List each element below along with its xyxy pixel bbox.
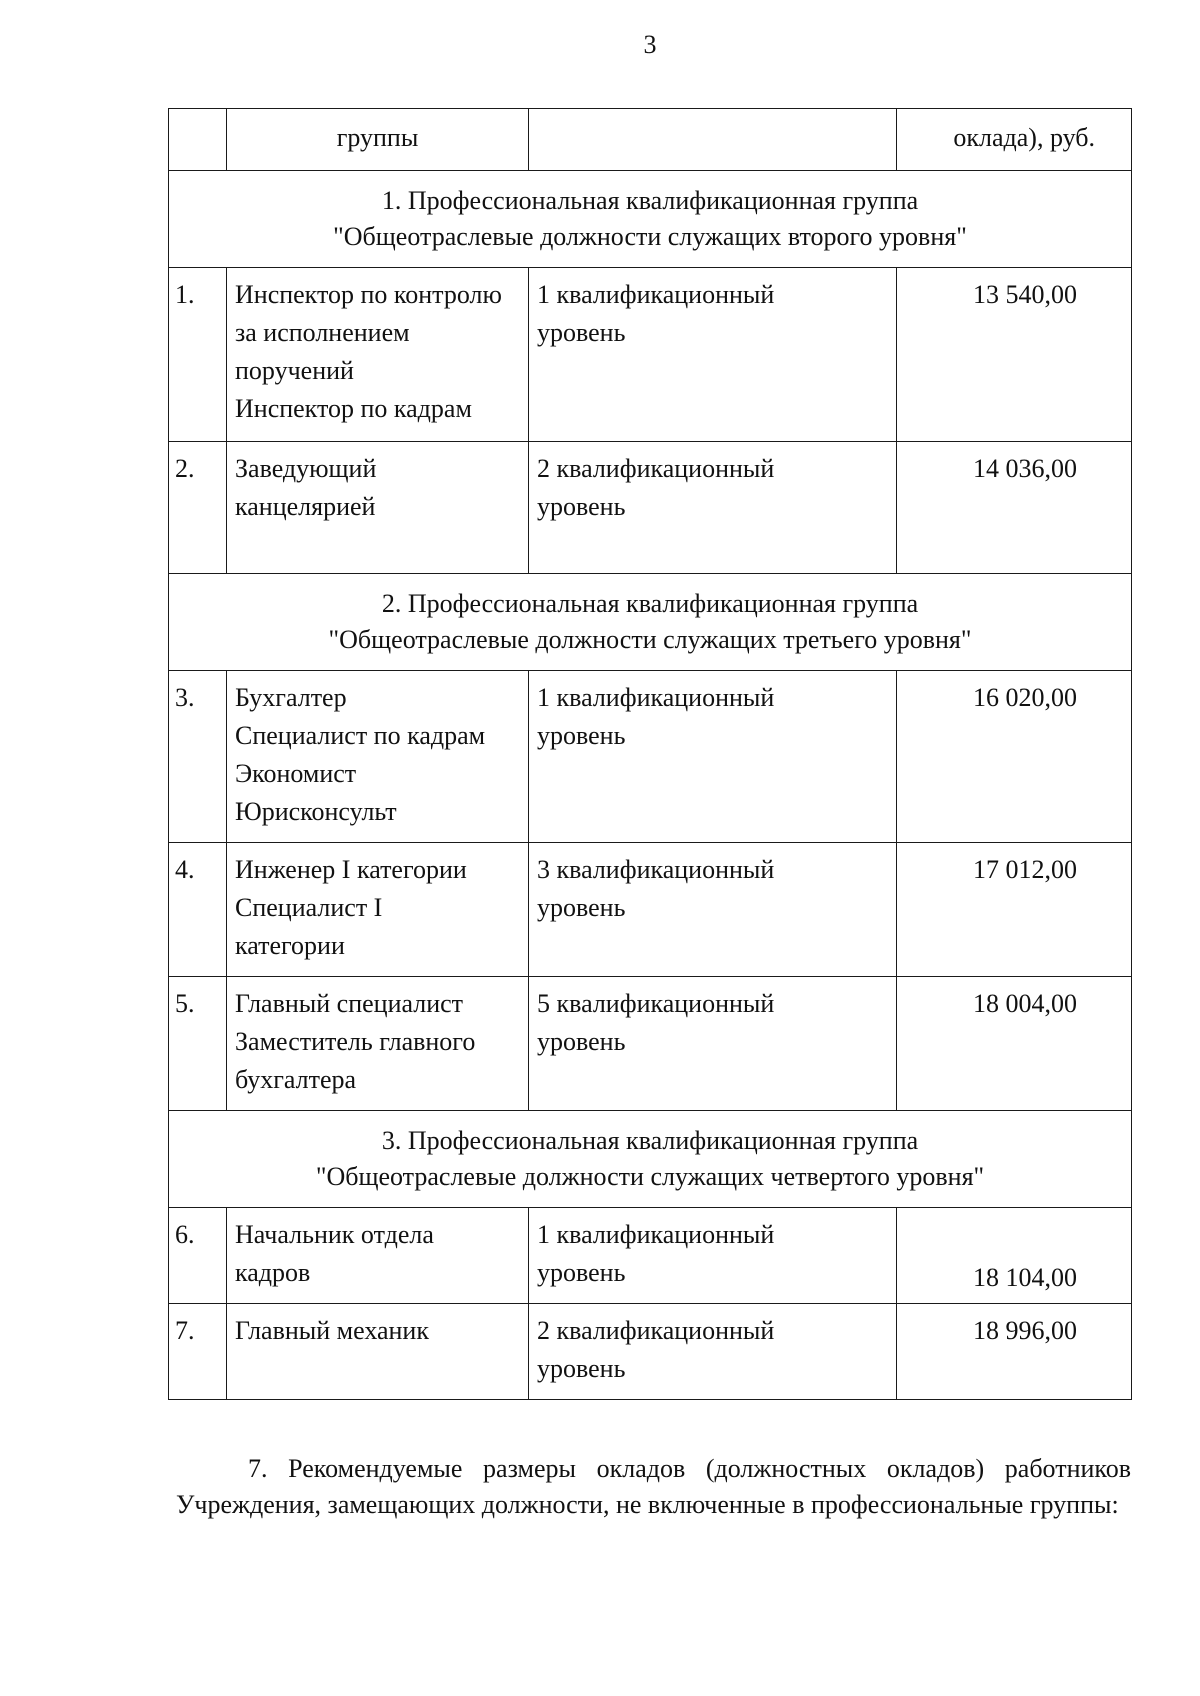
salary-table — [168, 108, 1132, 1400]
level-line: уровень — [537, 721, 626, 750]
position-line: кадров — [235, 1258, 311, 1287]
level-line: 2 квалификационный — [537, 1316, 775, 1345]
position-name — [227, 1208, 529, 1304]
qualification-level — [529, 442, 897, 574]
position-line: Экономист — [235, 759, 357, 788]
row-number: 1. — [169, 268, 227, 442]
row-number: 4. — [169, 843, 227, 977]
table-row — [169, 977, 1132, 1111]
position-line: Специалист по кадрам — [235, 721, 486, 750]
salary-amount: 17 012,00 — [897, 843, 1132, 977]
position-line: Начальник отдела — [235, 1220, 434, 1249]
group-title-line: 3. Профессиональная квалификационная группа — [381, 1126, 919, 1155]
position-line: канцелярией — [235, 492, 376, 521]
table-row — [169, 671, 1132, 843]
header-level-cell — [529, 109, 897, 171]
position-line: Главный механик — [235, 1316, 429, 1345]
salary-amount: 14 036,00 — [897, 442, 1132, 574]
group-title-row — [169, 1111, 1132, 1208]
page-number: 3 — [643, 30, 657, 59]
level-line: 1 квалификационный — [537, 683, 775, 712]
level-line: уровень — [537, 1354, 626, 1383]
level-line: 3 квалификационный — [537, 855, 775, 884]
group-title-row — [169, 574, 1132, 671]
position-line: Инспектор по контролю — [235, 280, 502, 309]
table-row — [169, 442, 1132, 574]
group-title — [169, 574, 1132, 671]
position-line: бухгалтера — [235, 1065, 357, 1094]
table-row — [169, 268, 1132, 442]
position-line: Специалист I — [235, 893, 383, 922]
level-line: 2 квалификационный — [537, 454, 775, 483]
level-line: уровень — [537, 893, 626, 922]
row-number: 6. — [169, 1208, 227, 1304]
position-name — [227, 442, 529, 574]
position-name — [227, 671, 529, 843]
position-line: Инспектор по кадрам — [235, 394, 472, 423]
group-title — [169, 1111, 1132, 1208]
level-line: уровень — [537, 1258, 626, 1287]
position-line: поручений — [235, 356, 354, 385]
row-number: 2. — [169, 442, 227, 574]
level-line: уровень — [537, 318, 626, 347]
table-row — [169, 843, 1132, 977]
group-title-row — [169, 171, 1132, 268]
salary-amount: 18 104,00 — [897, 1208, 1132, 1304]
position-line: Юрисконсульт — [235, 797, 397, 826]
level-line: уровень — [537, 492, 626, 521]
level-line: 1 квалификационный — [537, 280, 775, 309]
position-line: категории — [235, 931, 345, 960]
qualification-level — [529, 268, 897, 442]
level-line: 5 квалификационный — [537, 989, 775, 1018]
salary-amount: 18 996,00 — [897, 1304, 1132, 1400]
row-number: 5. — [169, 977, 227, 1111]
group-title-line: 2. Профессиональная квалификационная группа — [381, 589, 919, 618]
position-line: Бухгалтер — [235, 683, 347, 712]
row-number: 3. — [169, 671, 227, 843]
table-row — [169, 1208, 1132, 1304]
level-line: 1 квалификационный — [537, 1220, 775, 1249]
salary-amount: 18 004,00 — [897, 977, 1132, 1111]
group-title — [169, 171, 1132, 268]
row-number: 7. — [169, 1304, 227, 1400]
qualification-level — [529, 671, 897, 843]
salary-amount: 16 020,00 — [897, 671, 1132, 843]
position-line: Главный специалист — [235, 989, 464, 1018]
position-name — [227, 843, 529, 977]
position-line: Заместитель главного — [235, 1027, 476, 1056]
qualification-level — [529, 1304, 897, 1400]
qualification-level — [529, 977, 897, 1111]
header-salary-cell: оклада), руб. — [897, 109, 1132, 171]
table-row — [169, 1304, 1132, 1400]
group-title-line: "Общеотраслевые должности служащих второго уровня" — [333, 222, 967, 251]
table-header-continuation — [169, 109, 1132, 171]
level-line: уровень — [537, 1027, 626, 1056]
position-name — [227, 268, 529, 442]
position-name — [227, 977, 529, 1111]
qualification-level — [529, 1208, 897, 1304]
salary-amount: 13 540,00 — [897, 268, 1132, 442]
position-line: Заведующий — [235, 454, 377, 483]
group-title-line: "Общеотраслевые должности служащих третьего уровня" — [328, 625, 972, 654]
header-num-cell — [169, 109, 227, 171]
position-line: за исполнением — [235, 318, 410, 347]
group-title-line: 1. Профессиональная квалификационная группа — [381, 186, 919, 215]
position-line: Инженер I категории — [235, 855, 467, 884]
header-group-cell: группы — [227, 109, 529, 171]
position-name — [227, 1304, 529, 1400]
closing-paragraph: 7. Рекомендуемые размеры окладов (должностных окладов) работников Учреждения, замещающих должности, не включенные в профессиональные группы: — [176, 1454, 1131, 1519]
group-title-line: "Общеотраслевые должности служащих четвертого уровня" — [315, 1162, 985, 1191]
qualification-level — [529, 843, 897, 977]
